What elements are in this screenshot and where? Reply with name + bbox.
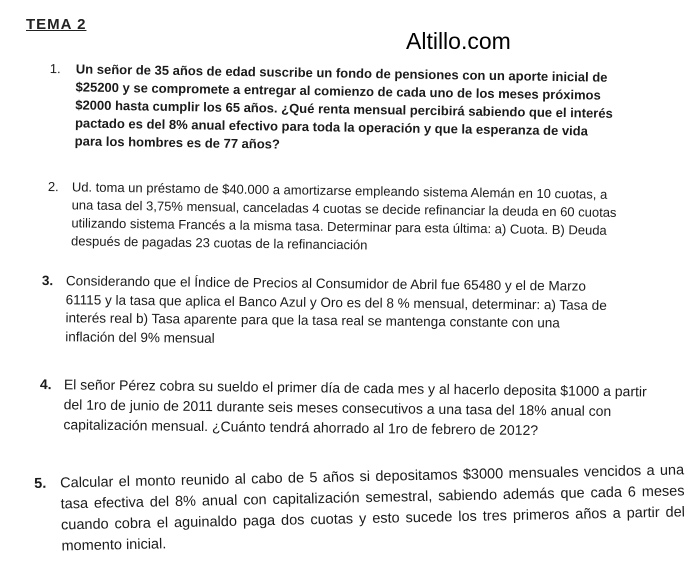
question-4 [39, 374, 660, 439]
question-2 [47, 178, 628, 253]
question-text: El señor Pérez cobra su sueldo el primer día de cada mes y al hacerlo deposita $1000 a partir del 1ro de junio de 2011 durante seis meses consecutivos a una tasa del 18% anual con capitalización mensual. ¿Cuánto tendrá ahorrado al 1ro de febrero de 2012? [63, 376, 647, 439]
question-1 [49, 60, 620, 152]
exam-title: TEMA 2 [26, 16, 87, 33]
question-text: Calcular el monto reunido al cabo de 5 años si depositamos $3000 mensuales vencidos a una tasa efectiva del 8% anual con capitalización semestral, sabiendo además que cada 6 meses cuando cobra el aguinaldo paga dos cuotas y esto sucede los tres primeros años a partir del momento inicial. [60, 462, 686, 555]
question-number: 5. [34, 475, 47, 492]
question-text: Un señor de 35 años de edad suscribe un fondo de pensiones con un aporte inicial de $25200 y se compromete a entregar al comienzo de cada uno de los meses próximos $2000 hasta cumplir los 65 años. ¿Qué renta mensual percibirá sabiendo que el interés pactado es del 8% anual efectivo para toda la operación y que la esperanza de vida para los hombres es de 77 años? [74, 61, 613, 152]
question-number: 2. [47, 178, 59, 195]
question-number: 1. [49, 60, 61, 77]
question-number: 4. [39, 375, 52, 393]
question-5 [34, 460, 686, 555]
question-3 [41, 272, 612, 346]
question-text: Ud. toma un préstamo de $40.000 a amortizarse empleando sistema Alemán en 10 cuotas, a una tasa del 3,75% mensual, canceladas 4 cuotas se decide refinanciar la deuda en 60 cuotas utilizando sistema Francés a la misma tasa. Determinar para esta última: a) Cuota. B) Deuda después de pagadas 23 cuotas de la refinanciación [71, 179, 617, 253]
site-watermark: Altillo.com [406, 28, 511, 54]
question-text: Considerando que el Índice de Precios al Consumidor de Abril fue 65480 y el de Marzo 61115 y la tasa que aplica el Banco Azul y Oro es del 8 % mensual, determinar: a) Tasa de interés real b) Tasa aparente para que la tasa real se mantenga constante con una inflación del 9% mensual [65, 273, 607, 346]
question-number: 3. [41, 272, 54, 289]
